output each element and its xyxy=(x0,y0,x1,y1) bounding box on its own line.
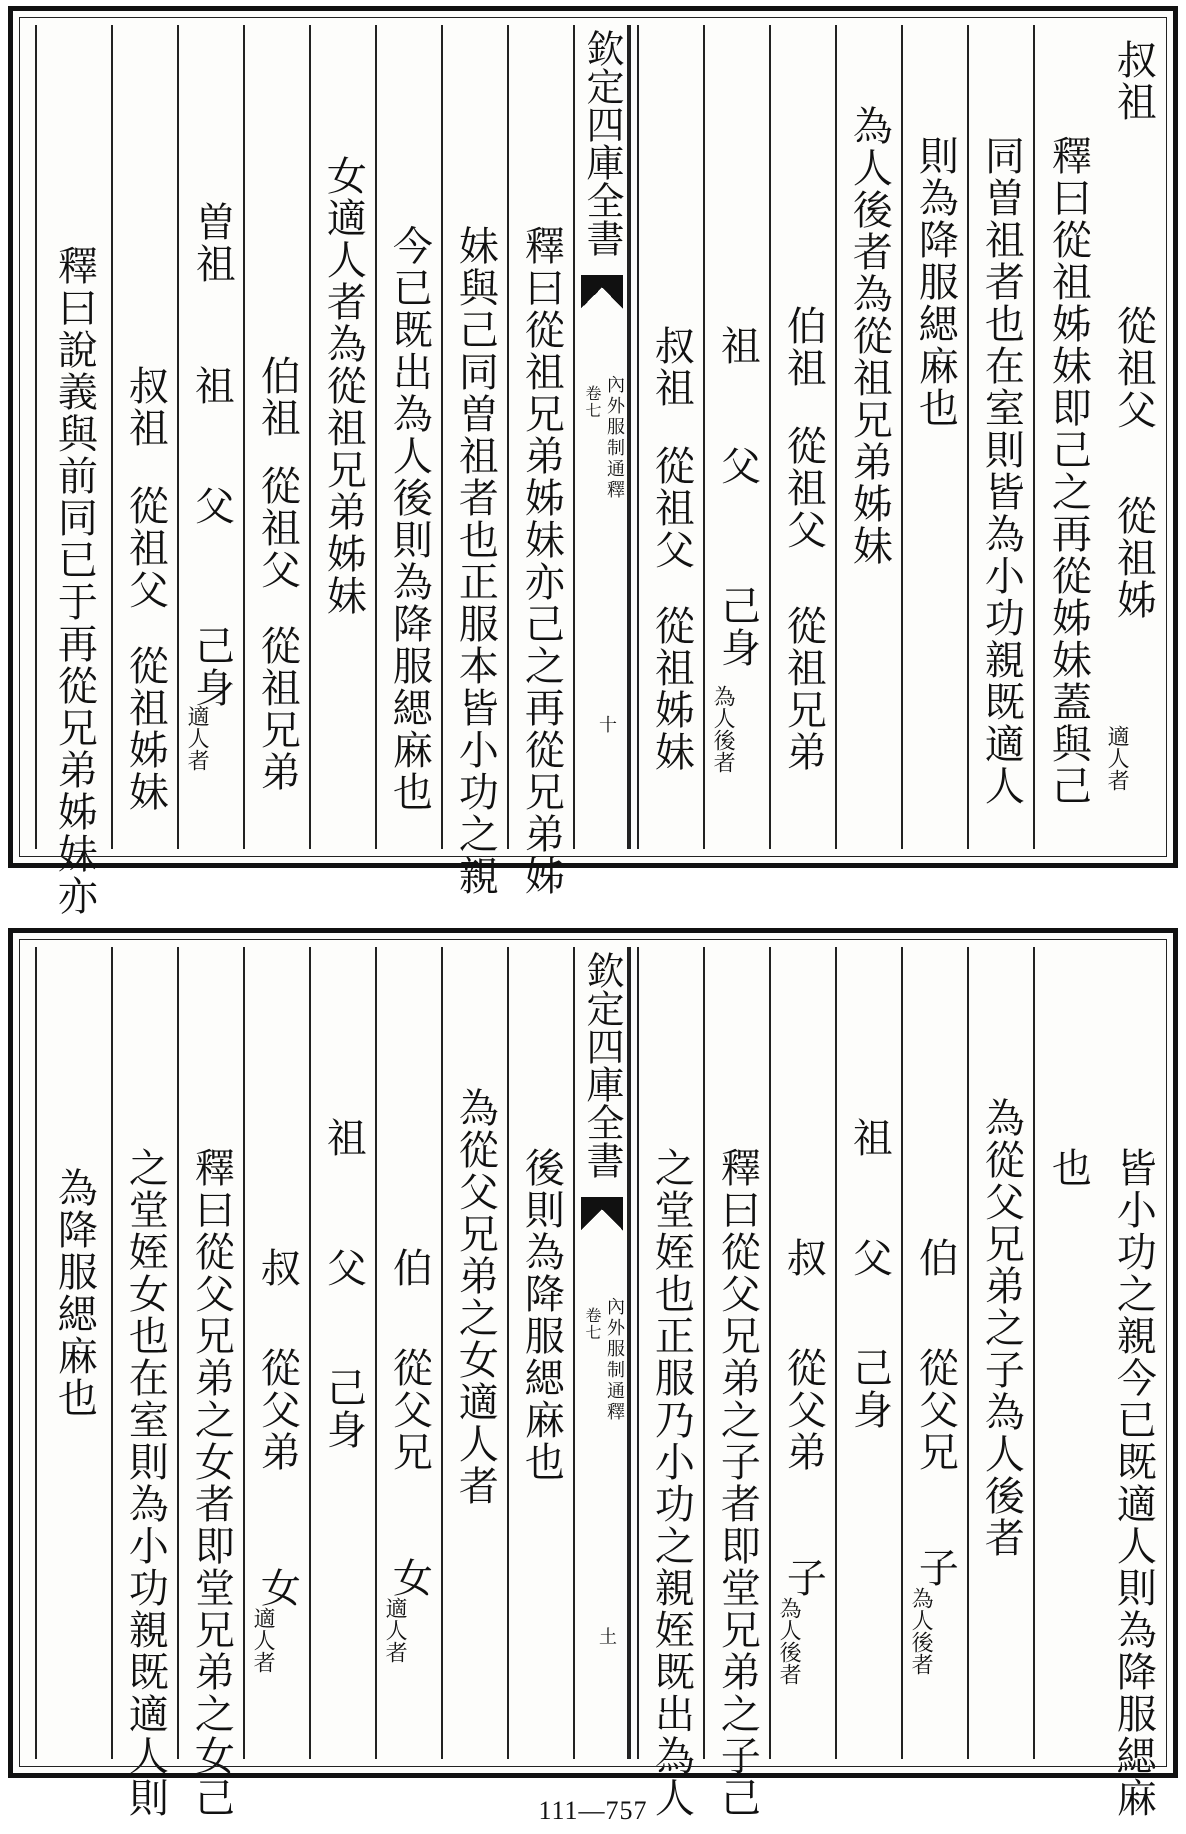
center-gutter xyxy=(573,25,631,849)
column-text: 伯 xyxy=(386,1247,433,1289)
column xyxy=(111,25,177,849)
column-text: 子 xyxy=(780,1557,827,1599)
column-text: 己身 xyxy=(188,625,235,709)
column-text: 釋曰從父兄弟之女者即堂兄弟之女己 xyxy=(188,1147,235,1819)
column xyxy=(375,947,441,1759)
annotation-note: 適人者 xyxy=(1104,725,1130,791)
column-text: 女適人者為從祖兄弟姊妹 xyxy=(320,155,367,617)
column-text: 同曽祖者也在室則皆為小功親既適人 xyxy=(978,135,1025,807)
column-text: 子 xyxy=(912,1547,959,1589)
column xyxy=(507,25,573,897)
section-title: 內外服制通釋 xyxy=(604,1297,625,1423)
column-text: 叔 xyxy=(254,1247,301,1289)
column-text: 從祖姊 xyxy=(1110,495,1157,621)
folio-number: 十 xyxy=(596,715,617,733)
column-text: 父 xyxy=(320,1247,367,1289)
column xyxy=(637,25,703,849)
column-text: 之堂姪女也在室則為小功親既適人則 xyxy=(122,1147,169,1819)
center-gutter xyxy=(573,947,631,1759)
fish-tail-mark xyxy=(581,1197,623,1231)
column-text: 祖 xyxy=(714,325,761,367)
column-text: 從祖姊妹 xyxy=(122,645,169,813)
column-text: 則為降服緦麻也 xyxy=(912,135,959,429)
column-text: 從父弟 xyxy=(780,1347,827,1473)
column-text: 之堂姪也正服乃小功之親姪既出為人 xyxy=(648,1147,695,1819)
column-text: 從祖姊妹 xyxy=(648,605,695,773)
annotation-note: 適人者 xyxy=(382,1597,408,1663)
column xyxy=(769,25,835,849)
column xyxy=(177,25,243,849)
column-text: 今已既出為人後則為降服緦麻也 xyxy=(386,225,433,813)
fish-tail-mark xyxy=(581,275,623,309)
column-text: 從父弟 xyxy=(254,1347,301,1473)
column-text: 己身 xyxy=(714,585,761,669)
column-text: 祖 xyxy=(320,1117,367,1159)
column-text: 從祖父 xyxy=(1110,305,1157,431)
folio-number: 土 xyxy=(596,1627,617,1645)
column xyxy=(1101,25,1165,849)
column xyxy=(1101,947,1165,1819)
column-text: 從祖兄弟 xyxy=(780,605,827,773)
column-text: 皆小功之親今已既適人則為降服緦麻 xyxy=(1110,1147,1157,1819)
column xyxy=(441,25,507,897)
column xyxy=(1033,947,1101,1759)
column-text: 女 xyxy=(386,1557,433,1599)
column-text: 女 xyxy=(254,1567,301,1609)
annotation-note: 適人者 xyxy=(184,705,210,771)
column-text: 叔祖 xyxy=(1110,39,1157,123)
column-text: 叔祖 xyxy=(122,365,169,449)
column xyxy=(835,25,901,849)
column xyxy=(507,947,573,1759)
column-text: 釋曰從祖兄弟姊妹亦己之再從兄弟姊 xyxy=(518,225,565,897)
column-text: 己身 xyxy=(320,1367,367,1451)
column-text: 祖 xyxy=(846,1117,893,1159)
book-title: 欽定四庫全書 xyxy=(580,29,624,257)
column-text: 叔 xyxy=(780,1237,827,1279)
column xyxy=(177,947,243,1819)
column-text: 叔祖 xyxy=(648,325,695,409)
column xyxy=(835,947,901,1759)
column-text: 為降服緦麻也 xyxy=(51,1167,98,1419)
column xyxy=(1033,25,1101,849)
column-text: 從祖父 xyxy=(648,445,695,571)
annotation-note: 為人後者 xyxy=(776,1597,802,1685)
column-text: 釋曰說義與前同已于再從兄弟姊妹亦 xyxy=(51,245,98,917)
column-text: 從祖兄弟 xyxy=(254,625,301,793)
column-text: 從祖父 xyxy=(122,485,169,611)
column-text: 伯祖 xyxy=(254,355,301,439)
column xyxy=(441,947,507,1759)
column xyxy=(703,947,769,1819)
column xyxy=(703,25,769,849)
annotation-note: 為人後者 xyxy=(908,1587,934,1675)
column-text: 父 xyxy=(714,445,761,487)
column-text: 伯祖 xyxy=(780,305,827,389)
column xyxy=(243,25,309,849)
page-top xyxy=(8,6,1178,917)
column-text: 為人後者為從祖兄弟姊妹 xyxy=(846,105,893,567)
column-text: 祖 xyxy=(188,365,235,407)
column-text: 也 xyxy=(1045,1147,1092,1189)
column-text: 從父兄 xyxy=(912,1347,959,1473)
column xyxy=(901,25,967,849)
column xyxy=(35,947,111,1759)
column xyxy=(309,947,375,1759)
column-text: 釋曰從祖姊妹即己之再從姊妹蓋與己 xyxy=(1045,135,1092,807)
column-text: 己身 xyxy=(846,1347,893,1431)
annotation-note: 為人後者 xyxy=(710,685,736,773)
page-number-footer: 111—757 xyxy=(538,1796,648,1825)
column-text: 伯 xyxy=(912,1237,959,1279)
column xyxy=(35,25,111,917)
column xyxy=(375,25,441,849)
book-title: 欽定四庫全書 xyxy=(580,951,624,1179)
column-text: 父 xyxy=(188,485,235,527)
annotation-note: 適人者 xyxy=(250,1607,276,1673)
column xyxy=(309,25,375,849)
volume-label: 卷七 xyxy=(583,385,602,419)
column-text: 妹與己同曽祖者也正服本皆小功之親 xyxy=(452,225,499,897)
column xyxy=(769,947,835,1759)
column-text: 為從父兄弟之子為人後者 xyxy=(978,1097,1025,1559)
volume-label: 卷七 xyxy=(583,1307,602,1341)
column xyxy=(967,947,1033,1759)
column-text: 後則為降服緦麻也 xyxy=(518,1147,565,1483)
column xyxy=(637,947,703,1819)
column-text: 曽祖 xyxy=(189,201,236,285)
column-text: 為從父兄弟之女適人者 xyxy=(452,1087,499,1507)
column-text: 從父兄 xyxy=(386,1347,433,1473)
section-title: 內外服制通釋 xyxy=(604,375,625,501)
column-text: 從祖父 xyxy=(254,465,301,591)
column xyxy=(967,25,1033,849)
column xyxy=(111,947,177,1819)
column xyxy=(901,947,967,1759)
column-text: 釋曰從父兄弟之子者即堂兄弟之子己 xyxy=(714,1147,761,1819)
column xyxy=(243,947,309,1759)
column-text: 從祖父 xyxy=(780,425,827,551)
column-text: 父 xyxy=(846,1237,893,1279)
